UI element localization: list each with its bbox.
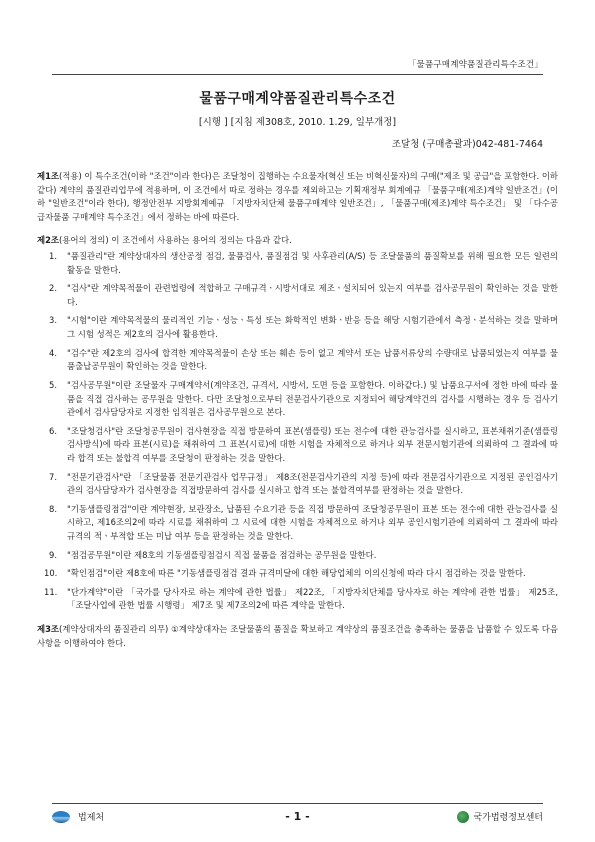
definition-list xyxy=(37,250,558,613)
list-item-text: "검수"란 제2호의 검사에 합격한 계약목적물이 손상 또는 훼손 등이 없고 계약서 또는 납품서류상의 수량대로 납품되었는지 여부를 물품출납공무원이 확인하는 것을 말한다. xyxy=(67,347,558,372)
footer-left-text: 법제처 xyxy=(78,813,105,823)
document-meta: [시행 ] [지침 제308호, 2010. 1.29, 일부개정] xyxy=(198,117,397,128)
list-item xyxy=(37,549,558,563)
list-item-text: "단가계약"이란 「국가를 당사자로 하는 계약에 관한 법률」 제22조, 「지방자치단체를 당사자로 하는 계약에 관한 법률」 제25조, 「조달사업에 관한 법률 시행령」 제7조 및 제7조의2에 따른 계약을 말한다. xyxy=(67,586,558,611)
header-divider xyxy=(52,74,543,75)
list-item-number: 5. xyxy=(49,379,57,390)
list-item-text: "확인점검"이란 제8호에 따른 "기동샘플링점검 결과 규격미달에 대한 해당업체의 이의신청에 따라 다시 점검하는 것을 말한다. xyxy=(67,568,526,579)
list-item-number: 7. xyxy=(49,471,57,482)
footer-divider xyxy=(52,803,543,804)
article-1-text: (적용) 이 특수조건(이하 "조건"이라 한다)은 조달청이 집행하는 수요물자(혁신 또는 비혁신물자)의 구매("제조 및 공급"을 포함한다. 이하 같다) 계약의 품질관리업무에 적용하며, 이 조건에서 따로 정하는 경우를 제외하고는 기획재정부 회계예규 「물품구매(제조)계약 일반조건」(이하 "일반조건"이라 한다), 행정안전부 지방회계예규 「지방자치단체 물품구매계약 일반조건」, 「물품구매(제조)계약 특수조건」 및 「다수공급자물품 구매계약 특수조건」에서 정하는 바에 따른다. xyxy=(37,171,558,222)
footer-right-text: 국가법령정보센터 xyxy=(473,813,543,823)
list-item-text: "품질관리"란 계약상대자의 생산공정 점검, 물품검사, 품질점검 및 사후관리(A/S) 등 조달물품의 품질확보를 위해 필요한 모든 일련의 활동을 말한다. xyxy=(67,251,558,275)
document-organization: 조달청 (구매총괄과)042-481-7464 xyxy=(391,139,543,150)
article-3-text: (계약상대자의 품질관리 의무) ①계약상대자는 조달물품의 품질을 확보하고 계약상의 품질조건을 충족하는 물품을 납품할 수 있도록 다음 사항을 이행하여야 한다. xyxy=(37,624,558,648)
article-1-number: 제1조 xyxy=(37,171,60,181)
list-item-number: 8. xyxy=(49,503,57,514)
list-item-number: 6. xyxy=(49,425,57,436)
list-item xyxy=(37,425,558,466)
law-center-logo-icon xyxy=(457,811,469,823)
list-item-number: 2. xyxy=(49,283,57,294)
list-item-number: 11. xyxy=(44,586,58,597)
list-item xyxy=(37,503,558,544)
list-item-number: 4. xyxy=(49,347,57,358)
article-3-number: 제3조 xyxy=(37,624,60,635)
list-item-text: "시험"이란 계약목적물의 물리적인 기능ㆍ성능ㆍ특성 또는 화학적인 변화ㆍ반응 등을 해당 시험기관에서 측정ㆍ분석하는 것을 말하며 그 시험 성적은 제2호의 검사에 활용한다. xyxy=(67,315,558,340)
list-item-text: "조달청검사"란 조달청공무원이 검사현장을 직접 방문하여 표본(샘플링) 또는 전수에 대한 관능검사를 실시하고, 표본채취기준(샘플링검사방식)에 따라 표본(시료)을 채취하여 그 표본(시료)에 대한 시험을 자체적으로 하거나 외부 전문시험기관에 의뢰하여 그 결과에 따라 합격 또는 불합격 여부를 조달청이 판정하는 것을 말한다. xyxy=(67,425,558,463)
article-2-number: 제2조 xyxy=(37,235,60,246)
article-3 xyxy=(37,623,558,650)
list-item xyxy=(37,567,558,581)
document-body xyxy=(37,170,558,660)
list-item-number: 3. xyxy=(49,315,57,326)
article-1 xyxy=(37,170,558,224)
running-header: 「물품구매계약품질관리특수조건」 xyxy=(407,60,543,70)
article-2 xyxy=(37,234,558,613)
list-item xyxy=(37,282,558,309)
footer-right xyxy=(457,810,543,823)
list-item xyxy=(37,379,558,420)
list-item xyxy=(37,471,558,498)
list-item-text: "검사"란 계약목적물이 관련법령에 적합하고 구매규격ㆍ시방서대로 제조ㆍ설치되어 있는지 여부를 검사공무원이 확인하는 것을 말한다. xyxy=(67,283,558,307)
document-title: 물품구매계약품질관리특수조건 xyxy=(199,91,396,107)
list-item xyxy=(37,314,558,341)
article-2-intro: (용어의 정의) 이 조건에서 사용하는 용어의 정의는 다음과 같다. xyxy=(59,235,292,246)
list-item-number: 9. xyxy=(49,549,57,560)
list-item-number: 1. xyxy=(49,251,57,262)
page-footer xyxy=(52,808,543,828)
page-number: - 1 - xyxy=(285,810,310,823)
list-item-number: 10. xyxy=(44,568,58,579)
list-item xyxy=(37,586,558,613)
list-item-text: "점검공무원"이란 제8호의 기동샘플링점검시 직접 물품을 점검하는 공무원을 말한다. xyxy=(67,549,377,560)
list-item xyxy=(37,250,558,277)
list-item-text: "전문기관검사"란 「조달물품 전문기관검사 업무규정」 제8조(전문검사기관의 지정 등)에 따라 전문검사기관으로 지정된 공인검사기관의 검사담당자가 검사현장을 직접방문하여 검사를 실시하고 합격 또는 불합격여부를 판정하는 것을 말한다. xyxy=(67,471,558,496)
list-item xyxy=(37,347,558,374)
list-item-text: "기동샘플링점검"이란 계약현장, 보관장소, 납품된 수요기관 등을 직접 방문하여 조달청공무원이 표본 또는 전수에 대한 관능검사를 실시하고, 제16조의2에 따라 시료를 채취하여 그 시료에 대한 시험을 자체적으로 하거나 외부 공인시험기관에 의뢰하여 그 결과에 따라 규격의 적ㆍ부적합 또는 미납 여부 등을 판정하는 것을 말한다. xyxy=(67,503,558,542)
list-item-text: "검사공무원"이란 조달물자 구매계약서(계약조건, 규격서, 시방서, 도면 등을 포함한다. 이하같다.) 및 납품요구서에 정한 바에 따라 물품을 직접 검사하는 공무원을 말한다. 다만 조달청으로부터 전문검사기관으로 지정되어 해당계약건의 검사를 시행하는 경우 등 검사기관에서 검사담당자로 지정한 임직원은 검사공무원으로 본다. xyxy=(67,379,558,418)
